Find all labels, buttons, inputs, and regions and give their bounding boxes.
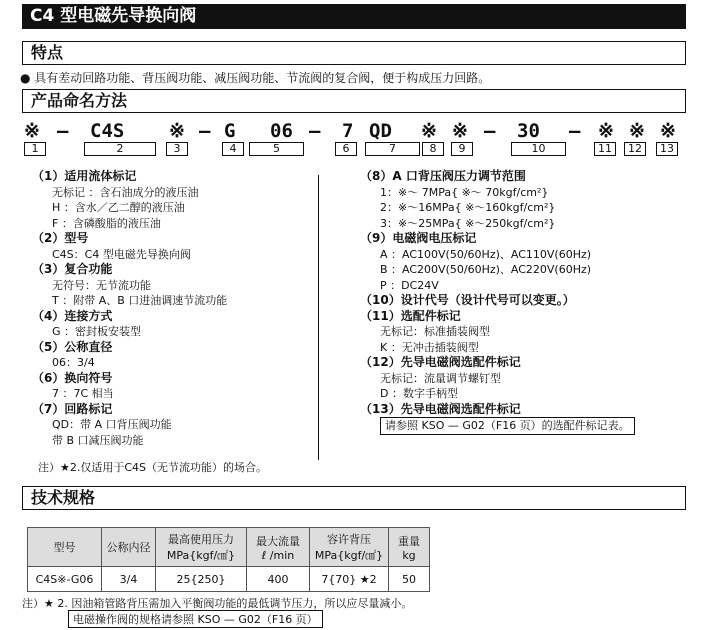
naming-item-detail: 无标记：流量调节螺钉型 xyxy=(380,371,501,385)
specs-header-cell: 重量 kg xyxy=(389,528,430,567)
naming-item-detail: D ：数字手柄型 xyxy=(380,387,458,400)
specs-cell: 25{250} xyxy=(156,567,247,592)
naming-item-detail xyxy=(360,417,635,435)
section-features-heading: 特点 xyxy=(22,41,686,65)
section-naming-heading: 产品命名方法 xyxy=(22,89,686,113)
specs-header-cell: 型号 xyxy=(28,528,102,567)
naming-item-detail: 带 B 口减压阀功能 xyxy=(52,433,144,447)
code-number-box: 10 xyxy=(511,142,566,156)
naming-item-heading: （8）A 口背压阀压力调节范围 xyxy=(360,169,526,183)
naming-right-column xyxy=(360,169,635,435)
code-token: G xyxy=(224,120,236,142)
naming-item-detail: A ：AC100V(50/60Hz)、AC110V(60Hz) xyxy=(380,247,592,261)
naming-item-heading: （1）适用流体标记 xyxy=(32,169,137,183)
naming-item-detail: 7 ：7C 相当 xyxy=(52,387,114,400)
code-number-box: 8 xyxy=(422,142,444,156)
specs-cell: 7{70} ★2 xyxy=(310,567,389,592)
code-number-box: 11 xyxy=(594,142,616,156)
naming-item-detail: K ：无冲击插装阀型 xyxy=(380,340,479,354)
code-token: ※ xyxy=(629,120,645,142)
naming-item-detail: C4S：C4 型电磁先导换向阀 xyxy=(52,247,191,261)
naming-item-detail: QD：带 A 口背压阀功能 xyxy=(52,418,172,431)
code-token: ※ xyxy=(169,120,185,142)
code-number-box: 5 xyxy=(249,142,304,156)
code-number-box: 3 xyxy=(166,142,188,156)
specs-table xyxy=(27,527,430,592)
code-token: ※ xyxy=(421,120,437,142)
boxed-reference: 请参照 KSO — G02（F16 页）的选配件标记表。 xyxy=(380,417,635,435)
model-code-row xyxy=(24,120,684,142)
naming-item-detail: 06：3/4 xyxy=(52,356,95,369)
page-title: C4 型电磁先导换向阀 xyxy=(22,4,686,29)
naming-item-heading: （3）复合功能 xyxy=(32,262,113,276)
naming-item-heading: （2）型号 xyxy=(32,231,89,245)
specs-header-cell: 容许背压 MPa{kgf/㎠} xyxy=(310,528,389,567)
code-token: — xyxy=(309,120,321,142)
code-number-box: 1 xyxy=(24,142,46,156)
code-token: 30 xyxy=(517,120,540,142)
code-number-box: 7 xyxy=(365,142,420,156)
specs-header-cell: 公称内径 xyxy=(102,528,156,567)
table-row xyxy=(28,567,430,592)
code-token: ※ xyxy=(598,120,614,142)
naming-item-heading: （9）电磁阀电压标记 xyxy=(360,231,477,245)
naming-item-heading: （10）设计代号（设计代号可以变更。） xyxy=(360,293,575,307)
specs-cell: 50 xyxy=(389,567,430,592)
naming-item-heading: （13）先导电磁阀选配件标记 xyxy=(360,401,521,416)
naming-note: 注）★2.仅适用于C4S（无节流功能）的场合。 xyxy=(38,461,268,474)
naming-item-heading: （7）回路标记 xyxy=(32,401,113,416)
naming-item-detail: 1：※～ 7MPa{ ※～ 70kgf/cm²} xyxy=(380,185,549,199)
naming-item-detail: H ：含水／乙二醇的液压油 xyxy=(52,201,185,214)
specs-cell: 400 xyxy=(247,567,310,592)
naming-item-detail: 无标记 ：含石油成分的液压油 xyxy=(52,185,199,199)
code-number-box: 4 xyxy=(222,142,244,156)
code-token: — xyxy=(199,120,211,142)
code-number-box: 9 xyxy=(451,142,473,156)
section-specs-heading: 技术规格 xyxy=(22,486,686,510)
code-number-box: 12 xyxy=(624,142,646,156)
code-token: C4S xyxy=(90,120,125,142)
code-token: ※ xyxy=(452,120,468,142)
code-token: — xyxy=(569,120,581,142)
naming-item-detail: B ：AC200V(50/60Hz)、AC220V(60Hz) xyxy=(380,263,592,276)
code-number-box: 2 xyxy=(84,142,156,156)
code-number-box: 6 xyxy=(335,142,357,156)
specs-header-row xyxy=(28,528,430,567)
column-divider xyxy=(318,175,319,460)
specs-note: 注）★ 2. 因油箱管路背压需加入平衡阀功能的最低调节压力，所以应尽量减小。 xyxy=(22,597,413,610)
specs-header-cell: 最大流量 ℓ /min xyxy=(247,528,310,567)
specs-header-cell: 最高使用压力 MPa{kgf/㎠} xyxy=(156,528,247,567)
naming-item-detail: P ：DC24V xyxy=(380,278,439,292)
naming-item-detail: G ：密封板安装型 xyxy=(52,325,142,338)
naming-item-detail: 无标记：标准插装阀型 xyxy=(380,325,490,338)
naming-item-detail: 3：※～25MPa{ ※～250kgf/cm²} xyxy=(380,216,556,230)
code-token: — xyxy=(57,120,69,142)
naming-item-heading: （11）选配件标记 xyxy=(360,308,461,323)
code-token: 06 xyxy=(270,120,293,142)
naming-left-column xyxy=(32,169,227,448)
code-token: — xyxy=(484,120,496,142)
naming-item-detail: 无符号：无节流功能 xyxy=(52,278,151,292)
code-token: QD xyxy=(369,120,392,142)
naming-item-heading: （5）公称直径 xyxy=(32,339,113,354)
specs-cell: C4S※-G06 xyxy=(28,567,102,592)
naming-item-detail: 2：※～16MPa{ ※～160kgf/cm²} xyxy=(380,201,556,214)
naming-item-detail: T ：附带 A、B 口进油调速节流功能 xyxy=(52,294,228,307)
code-token: ※ xyxy=(660,120,676,142)
code-token: ※ xyxy=(24,120,40,142)
code-token: 7 xyxy=(342,120,354,142)
naming-item-heading: （6）换向符号 xyxy=(32,370,113,385)
naming-item-heading: （12）先导电磁阀选配件标记 xyxy=(360,355,521,369)
naming-item-detail: F ：含磷酸脂的液压油 xyxy=(52,216,161,230)
specs-cell: 3/4 xyxy=(102,567,156,592)
code-number-box: 13 xyxy=(656,142,678,156)
naming-item-heading: （4）连接方式 xyxy=(32,308,113,323)
features-text: ● 具有差动回路功能、背压阀功能、减压阀功能、节流阀的复合阀，便于构成压力回路。 xyxy=(20,71,491,85)
specs-note-boxed: 电磁操作阀的规格请参照 KSO — G02（F16 页） xyxy=(68,610,323,628)
